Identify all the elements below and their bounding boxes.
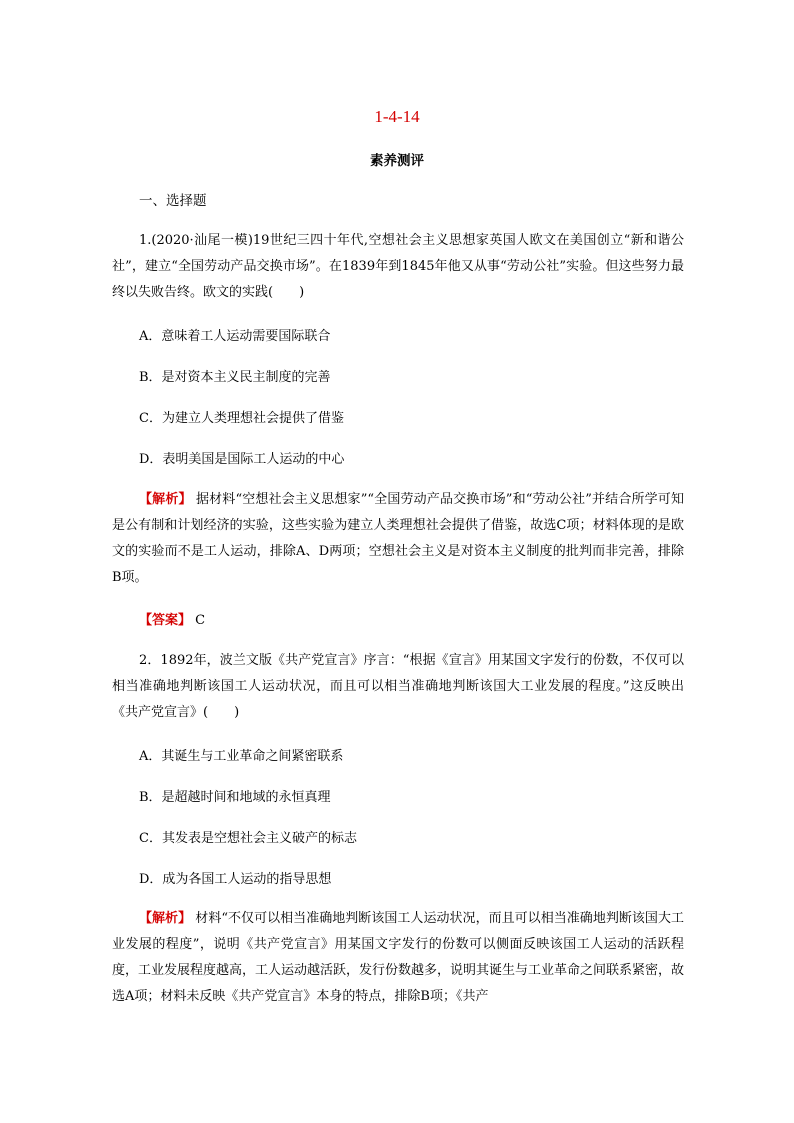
question-1-option-b: B．是对资本主义民主制度的完善 [139,370,331,385]
document-code: 1-4-14 [374,107,420,126]
question-1-option-c: C．为建立人类理想社会提供了借鉴 [139,411,344,426]
question-1-stem: 1.(2020·汕尾一模)19世纪三四十年代,空想社会主义思想家英国人欧文在美国创立“新和谐公社”，建立“全国劳动产品交换市场”。在1839年到1845年他又从事“劳动公社”实验。但这些努力最终以失败告终。欧文的实践( ) [112,233,684,300]
analysis-label: 【解析】 [139,492,192,507]
question-2-stem: 2．1892年，波兰文版《共产党宣言》序言：“根据《宣言》用某国文字发行的份数，不仅可以相当准确地判断该国工人运动状况，而且可以相当准确地判断该国大工业发展的程度。”这反映出《共产党宣言》( ) [112,653,684,720]
analysis-text: 材料“不仅可以相当准确地判断该国工人运动状况，而且可以相当准确地判断该国大工业发展的程度”，说明《共产党宣言》用某国文字发行的份数可以侧面反映该国工人运动的活跃程度，工业发展程度越高，工人运动越活跃，发行份数越多，说明其诞生与工业革命之间联系紧密，故选A项；材料未反映《共产党宣言》本身的特点，排除B项；《共产 [112,911,685,1004]
question-1-option-d: D．表明美国是国际工人运动的中心 [139,452,345,467]
question-2-option-b: B．是超越时间和地域的永恒真理 [139,790,331,805]
answer-text: C [195,613,206,628]
question-1-answer [139,611,205,631]
analysis-text: 据材料“空想社会主义思想家”“全国劳动产品交换市场”和“劳动公社”并结合所学可知是公有制和计划经济的实验，这些实验为建立人类理想社会提供了借鉴，故选C项；材料体现的是欧文的实验而不是工人运动，排除A、D两项；空想社会主义是对资本主义制度的批判而非完善，排除B项。 [112,492,684,585]
answer-label: 【答案】 [139,613,192,628]
analysis-label: 【解析】 [139,911,192,926]
question-2-option-a: A．其诞生与工业革命之间紧密联系 [139,749,344,764]
question-1-analysis [112,487,684,591]
question-2-option-c: C．其发表是空想社会主义破产的标志 [139,831,357,846]
document-title: 素养测评 [370,153,424,169]
section-heading: 一、选择题 [139,193,207,209]
question-2-analysis [112,906,684,1010]
question-1-option-a: A．意味着工人运动需要国际联合 [139,329,331,344]
question-2-option-d: D．成为各国工人运动的指导思想 [139,872,332,887]
